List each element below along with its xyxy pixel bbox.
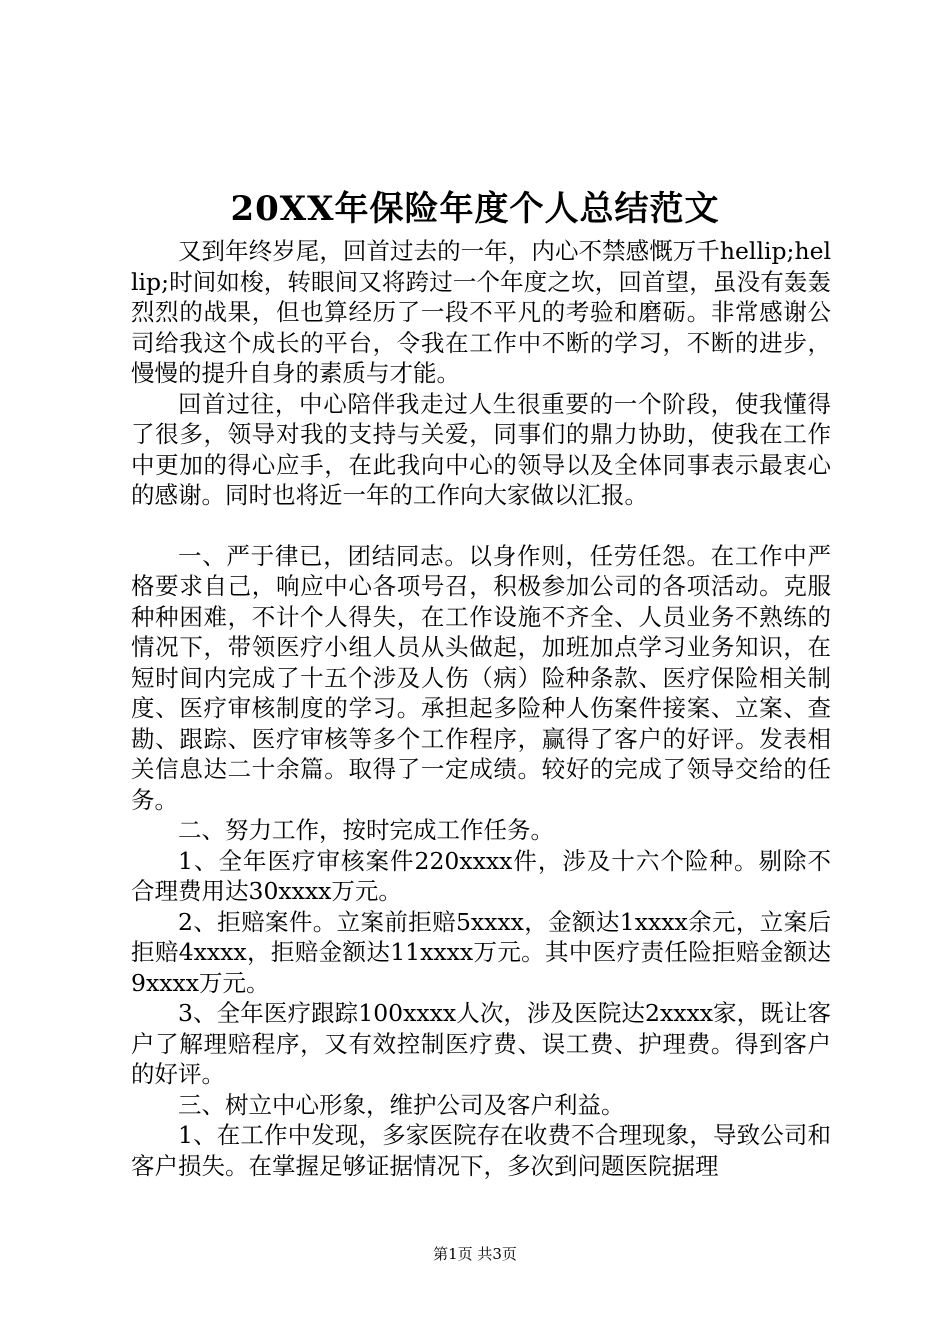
paragraph-item-2-3: 3、全年医疗跟踪100xxxx人次，涉及医院达2xxxx家，既让客户了解理赔程序，又有效控制医疗费、误工费、护理费。得到客户的好评。 bbox=[131, 999, 831, 1088]
paragraph-item-3-1: 1、在工作中发现，多家医院存在收费不合理现象，导致公司和客户损失。在掌握足够证据情况下，多次到问题医院据理 bbox=[131, 1121, 831, 1180]
paragraph-review: 回首过往，中心陪伴我走过人生很重要的一个阶段，使我懂得了很多，领导对我的支持与关爱，同事们的鼎力协助，使我在工作中更加的得心应手，在此我向中心的领导以及全体同事表示最衷心的感谢。同时也将近一年的工作向大家做以汇报。 bbox=[131, 389, 831, 509]
paragraph-section-2-heading: 二、努力工作，按时完成工作任务。 bbox=[178, 816, 554, 844]
paragraph-item-2-2: 2、拒赔案件。立案前拒赔5xxxx，金额达1xxxx余元，立案后拒赔4xxxx，拒赔金额达11xxxx万元。其中医疗责任险拒赔金额达9xxxx万元。 bbox=[131, 907, 831, 997]
page-number-footer: 第1页 共3页 bbox=[433, 1245, 517, 1263]
document-body bbox=[131, 236, 831, 1181]
paragraph-item-2-1: 1、全年医疗审核案件220xxxx件，涉及十六个险种。剔除不合理费用达30xxxx万元。 bbox=[131, 846, 831, 905]
paragraph-section-3-heading: 三、树立中心形象，维护公司及客户利益。 bbox=[178, 1090, 625, 1119]
paragraph-section-1: 一、严于律已，团结同志。以身作则，任劳任怨。在工作中严格要求自己，响应中心各项号召，积极参加公司的各项活动。克服种种困难，不计个人得失，在工作设施不齐全、人员业务不熟练的情况下，带领医疗小组人员从头做起，加班加点学习业务知识，在短时间内完成了十五个涉及人伤（病）险种条款、医疗保险相关制度、医疗审核制度的学习。承担起多险种人伤案件接案、立案、查勘、跟踪、医疗审核等多个工作程序，赢得了客户的好评。发表相关信息达二十余篇。取得了一定成绩。较好的完成了领导交给的任务。 bbox=[131, 541, 831, 814]
document-title: 20XX年保险年度个人总结范文 bbox=[230, 189, 720, 229]
paragraph-intro: 又到年终岁尾，回首过去的一年，内心不禁感慨万千hellip;hellip;时间如梭，转眼间又将跨过一个年度之坎，回首望，虽没有轰轰烈烈的战果，但也算经历了一段不平凡的考验和磨砺。非常感谢公司给我这个成长的平台，令我在工作中不断的学习，不断的进步，慢慢的提升自身的素质与才能。 bbox=[131, 237, 831, 387]
